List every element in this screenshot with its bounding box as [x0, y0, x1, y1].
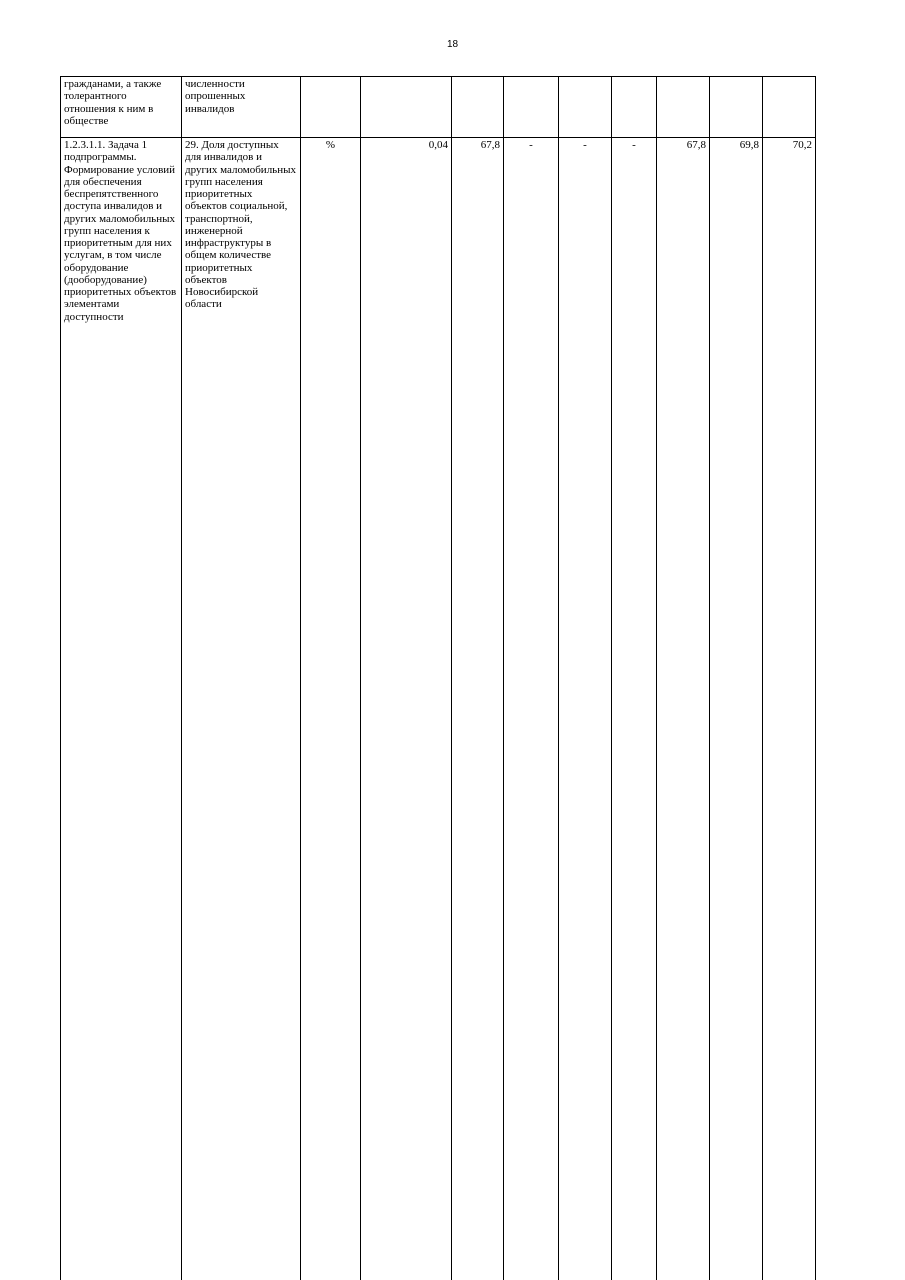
table-cell-task: 1.2.3.1.1. Задача 1 подпрограммы. Формирование условий для обеспечения беспрепятственного доступа инвалидов и других маломобильных групп населения к приоритетным для них услугам, в том числе оборудование (дооборудование) приоритетных объектов элементами доступности	[61, 138, 182, 1280]
table-cell-value	[559, 77, 612, 138]
table-cell-unit: %	[301, 138, 361, 1280]
table-cell-value: 69,8	[710, 138, 763, 1280]
table-cell-value: 70,2	[763, 138, 816, 1280]
table-cell-indicator: 29. Доля доступных для инвалидов и других маломобильных групп населения приоритетных объектов социальной, транспортной, инженерной инфраструктуры в общем количестве приоритетных объектов Новосибирской области	[182, 138, 301, 1280]
table-cell-unit	[301, 77, 361, 138]
table-cell-value: 67,8	[452, 138, 504, 1280]
table-cell-value	[452, 77, 504, 138]
table-cell-value: -	[559, 138, 612, 1280]
table-row	[61, 138, 885, 1280]
table-cell-value: -	[504, 138, 559, 1280]
indicators-table	[60, 76, 885, 1280]
table-cell-value	[361, 77, 452, 138]
table-cell-value: 0,04	[361, 138, 452, 1280]
table-cell-value	[504, 77, 559, 138]
table-cell-indicator: численности опрошенных инвалидов	[182, 77, 301, 138]
table-cell-value: 67,8	[657, 138, 710, 1280]
table-cell-task: гражданами, а также толерантного отношения к ним в обществе	[61, 77, 182, 138]
table-cell-value: -	[612, 138, 657, 1280]
table-cell-value	[763, 77, 816, 138]
table-cell-value	[612, 77, 657, 138]
table-cell-value	[710, 77, 763, 138]
table-row	[61, 77, 885, 138]
table-cell-value	[657, 77, 710, 138]
page-number: 18	[0, 39, 905, 51]
